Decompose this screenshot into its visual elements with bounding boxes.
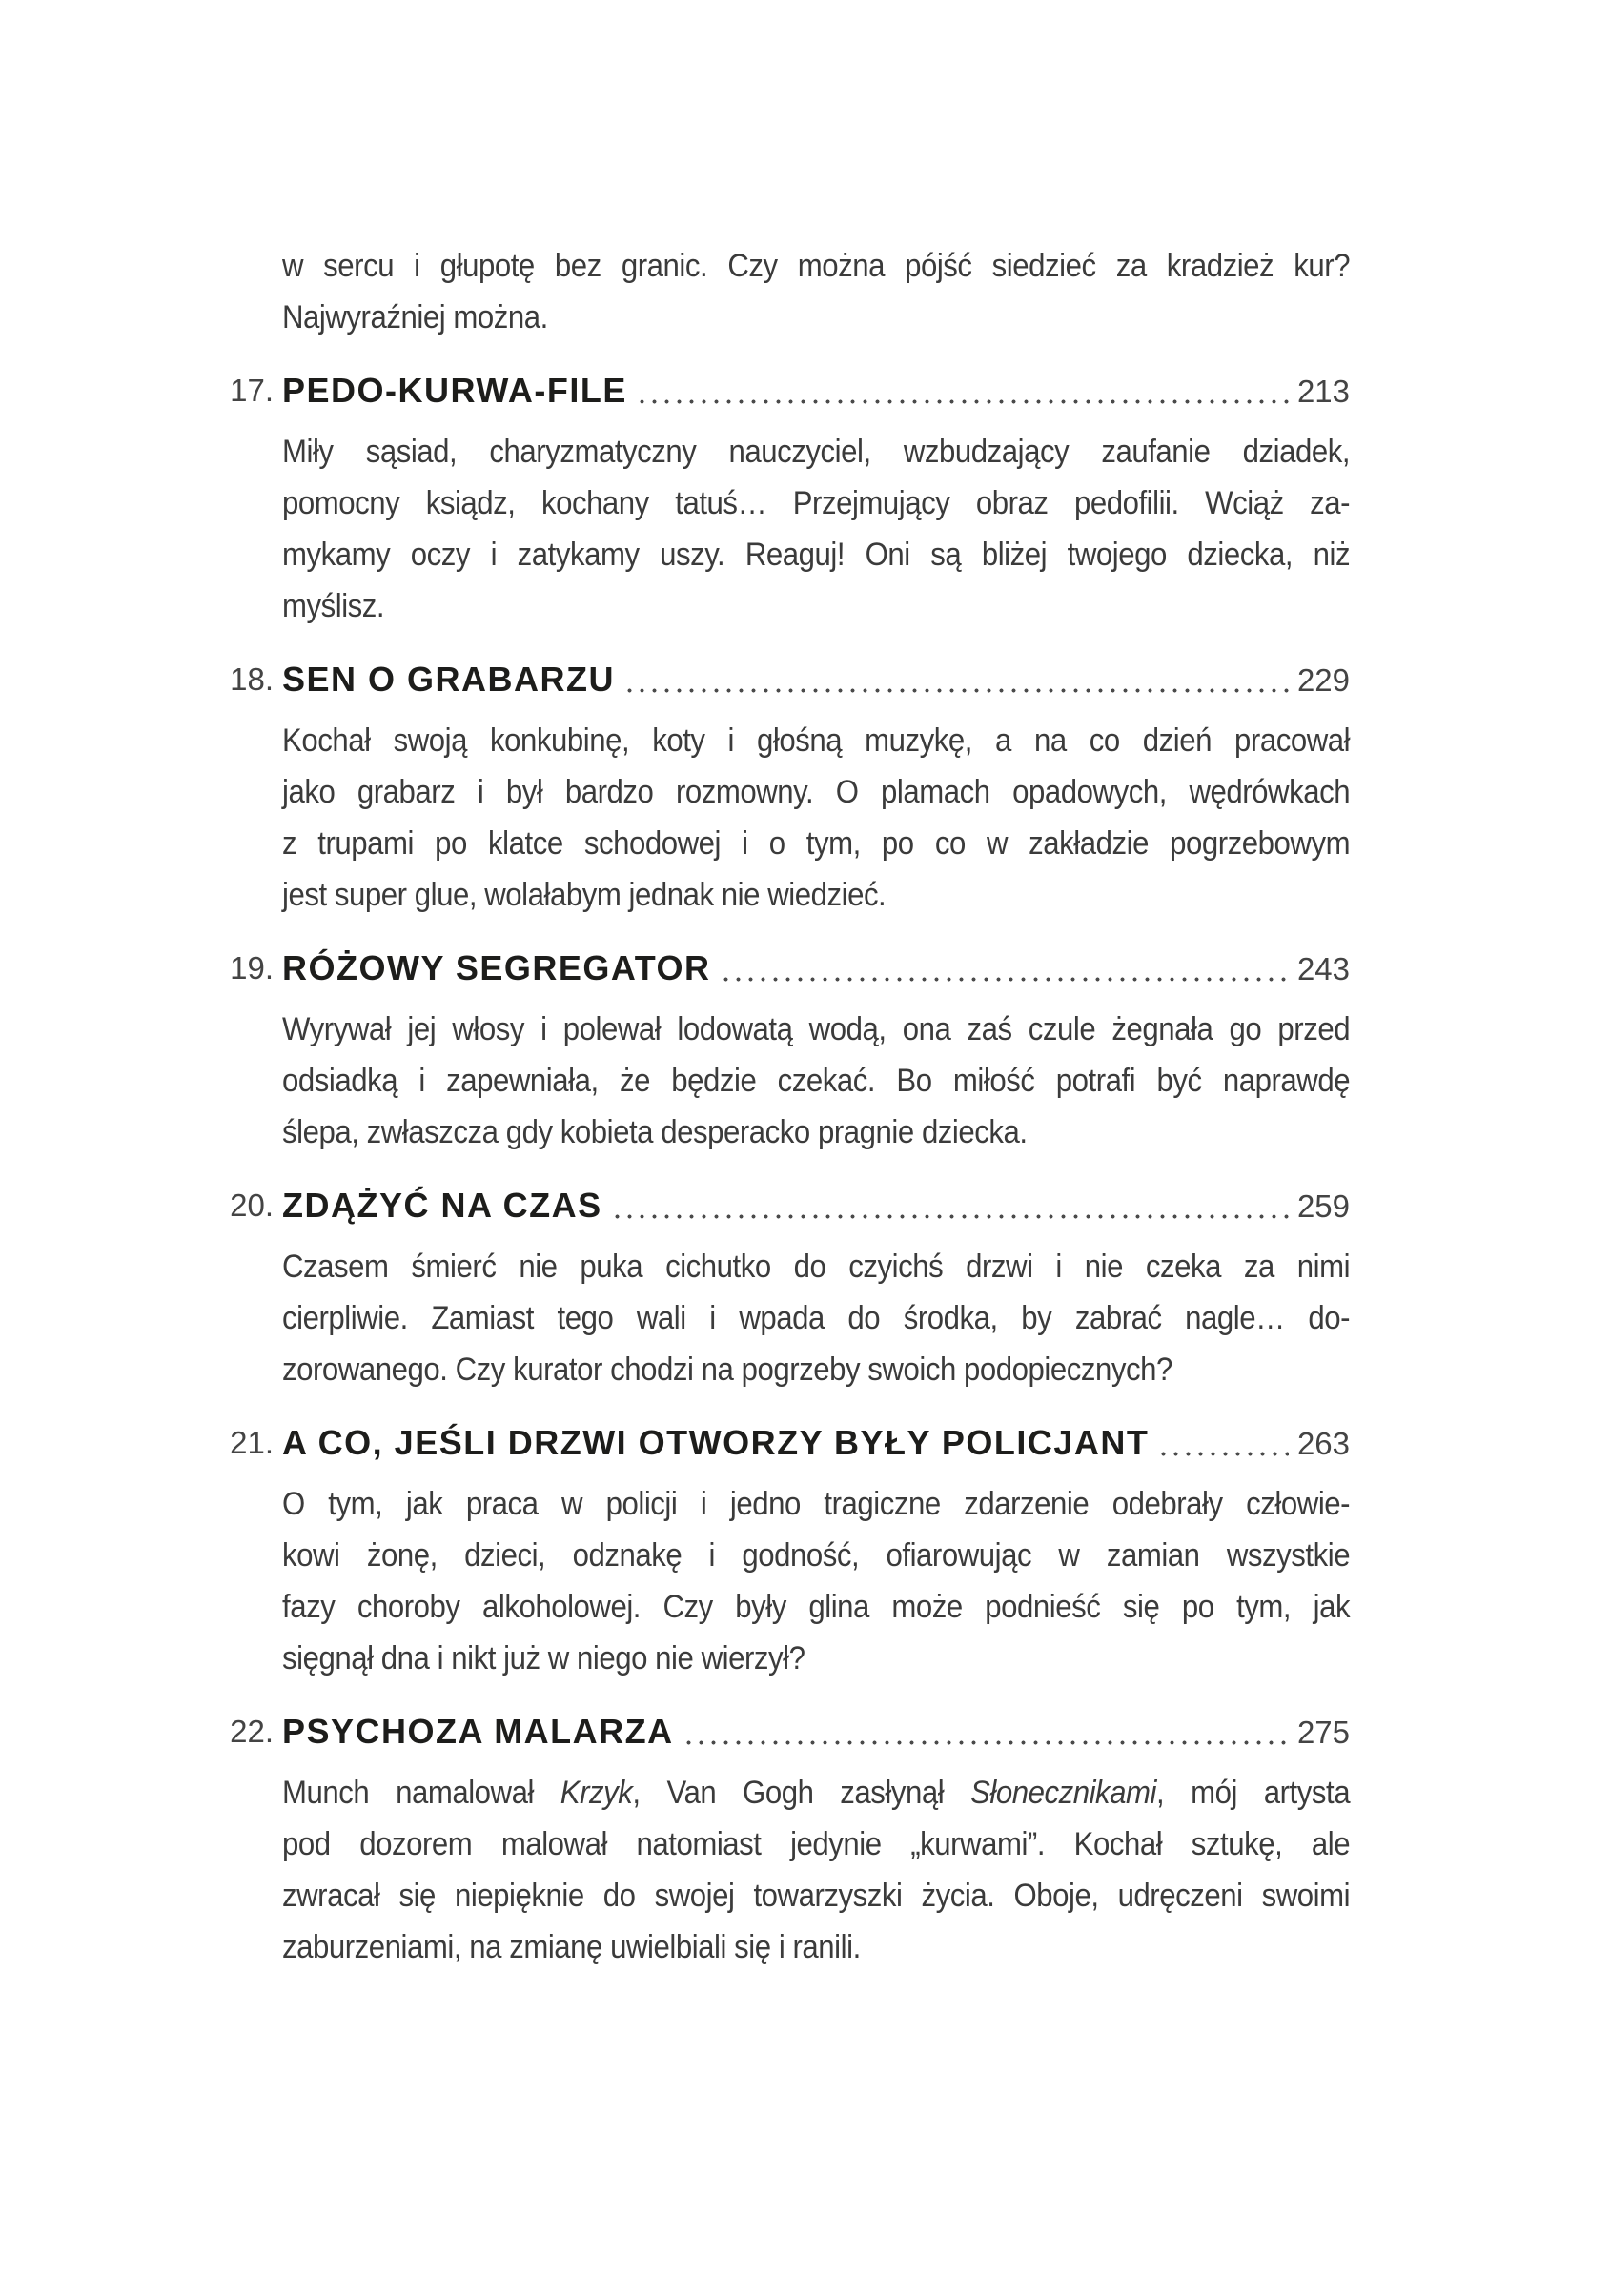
chapter-page-number: 213	[1296, 374, 1350, 409]
description-line: myślisz.	[282, 588, 385, 624]
chapter-number: 18.	[230, 661, 274, 697]
description-line: w sercu i głupotę bez granic. Czy można pójść siedzieć za kradzież kur?	[282, 248, 1351, 284]
description-line	[282, 1767, 1350, 1819]
dot-leader	[640, 399, 1289, 404]
text-segment: Munch namalował	[282, 1775, 560, 1811]
description-line: O tym, jak praca w policji i jedno tragiczne zdarzenie odebrały człowie-	[282, 1486, 1351, 1522]
chapter-page-number: 229	[1296, 662, 1350, 698]
description-line: cierpliwie. Zamiast tego wali i wpada do środka, by zabrać nagle… do-	[282, 1300, 1351, 1336]
toc-entry	[230, 1175, 1351, 1395]
description-line: jest super glue, wolałabym jednak nie wiedzieć.	[282, 877, 887, 913]
chapter-title: PSYCHOZA MALARZA	[282, 1712, 674, 1751]
chapter-title: PEDO-KURWA-FILE	[282, 371, 627, 410]
chapter-description	[282, 1767, 1447, 1973]
description-line: pod dozorem malował natomiast jedynie „kurwami”. Kochał sztukę, ale	[282, 1826, 1351, 1862]
table-of-contents	[230, 240, 1351, 1973]
chapter-description	[282, 715, 1447, 921]
toc-list	[230, 360, 1351, 1973]
description-line: Czasem śmierć nie puka cichutko do czyichś drzwi i nie czeka za nimi	[282, 1249, 1351, 1285]
toc-entry-head	[230, 1701, 1350, 1762]
chapter-number: 17.	[230, 373, 274, 408]
toc-entry-head	[230, 938, 1350, 999]
toc-entry	[230, 1701, 1351, 1973]
italic-text: Słonecznikami	[970, 1775, 1157, 1811]
chapter-description	[282, 1478, 1447, 1684]
chapter-number: 19.	[230, 950, 274, 985]
chapter-description	[282, 1241, 1447, 1395]
toc-entry	[230, 360, 1351, 632]
description-line: z trupami po klatce schodowej i o tym, po co w zakładzie pogrzebowym	[282, 825, 1351, 862]
description-line: ślepa, zwłaszcza gdy kobieta desperacko pragnie dziecka.	[282, 1114, 1028, 1150]
toc-entry-head	[230, 649, 1350, 710]
dot-leader	[686, 1740, 1289, 1745]
chapter-title: RÓŻOWY SEGREGATOR	[282, 948, 711, 987]
chapter-description	[282, 426, 1447, 632]
description-line: odsiadką i zapewniała, że będzie czekać. Bo miłość potrafi być naprawdę	[282, 1063, 1351, 1099]
description-line: kowi żonę, dzieci, odznakę i godność, ofiarowując w zamian wszystkie	[282, 1537, 1351, 1574]
chapter-title: SEN O GRABARZU	[282, 660, 616, 699]
chapter-title: ZDĄŻYĆ NA CZAS	[282, 1186, 602, 1225]
chapter-page-number: 243	[1296, 951, 1350, 986]
toc-entry	[230, 649, 1351, 921]
toc-entry	[230, 938, 1351, 1158]
chapter-description	[282, 1004, 1447, 1158]
toc-entry	[230, 1412, 1351, 1684]
chapter-page-number: 259	[1296, 1189, 1350, 1224]
description-line: Kochał swoją konkubinę, koty i głośną muzykę, a na co dzień pracował	[282, 722, 1351, 759]
dot-leader	[627, 688, 1289, 693]
description-line: fazy choroby alkoholowej. Czy były glina może podnieść się po tym, jak	[282, 1589, 1351, 1625]
toc-entry-head	[230, 1412, 1350, 1473]
description-line: Miły sąsiad, charyzmatyczny nauczyciel, wzbudzający zaufanie dziadek,	[282, 434, 1351, 470]
italic-text: Krzyk	[560, 1775, 633, 1811]
dot-leader	[1161, 1452, 1289, 1456]
description-line: pomocny ksiądz, kochany tatuś… Przejmujący obraz pedofilii. Wciąż za-	[282, 485, 1351, 521]
chapter-number: 22.	[230, 1714, 274, 1749]
description-line: zwracał się niepięknie do swojej towarzyszki życia. Oboje, udręczeni swoimi	[282, 1878, 1351, 1914]
chapter-number: 20.	[230, 1188, 274, 1223]
text-segment: , Van Gogh zasłynął	[632, 1775, 971, 1811]
description-line: zaburzeniami, na zmianę uwielbiali się i ranili.	[282, 1929, 861, 1965]
chapter-title: A CO, JEŚLI DRZWI OTWORZY BYŁY POLICJANT	[282, 1423, 1150, 1462]
description-line: mykamy oczy i zatykamy uszy. Reaguj! Oni są bliżej twojego dziecka, niż	[282, 537, 1351, 573]
description-line: sięgnął dna i nikt już w niego nie wierzył?	[282, 1640, 805, 1676]
description-line: Najwyraźniej można.	[282, 299, 548, 335]
toc-entry-head	[230, 360, 1350, 421]
chapter-page-number: 263	[1296, 1426, 1350, 1461]
dot-leader	[615, 1214, 1289, 1219]
text-segment: , mój artysta	[1156, 1775, 1351, 1811]
dot-leader	[723, 977, 1289, 982]
chapter-page-number: 275	[1296, 1715, 1350, 1750]
chapter-number: 21.	[230, 1425, 274, 1460]
description-line: zorowanego. Czy kurator chodzi na pogrzeby swoich podopiecznych?	[282, 1351, 1172, 1388]
toc-entry-head	[230, 1175, 1350, 1236]
intro-continuation	[282, 240, 1447, 343]
description-line: Wyrywał jej włosy i polewał lodowatą wodą, ona zaś czule żegnała go przed	[282, 1011, 1351, 1047]
description-line: jako grabarz i był bardzo rozmowny. O plamach opadowych, wędrówkach	[282, 774, 1351, 810]
